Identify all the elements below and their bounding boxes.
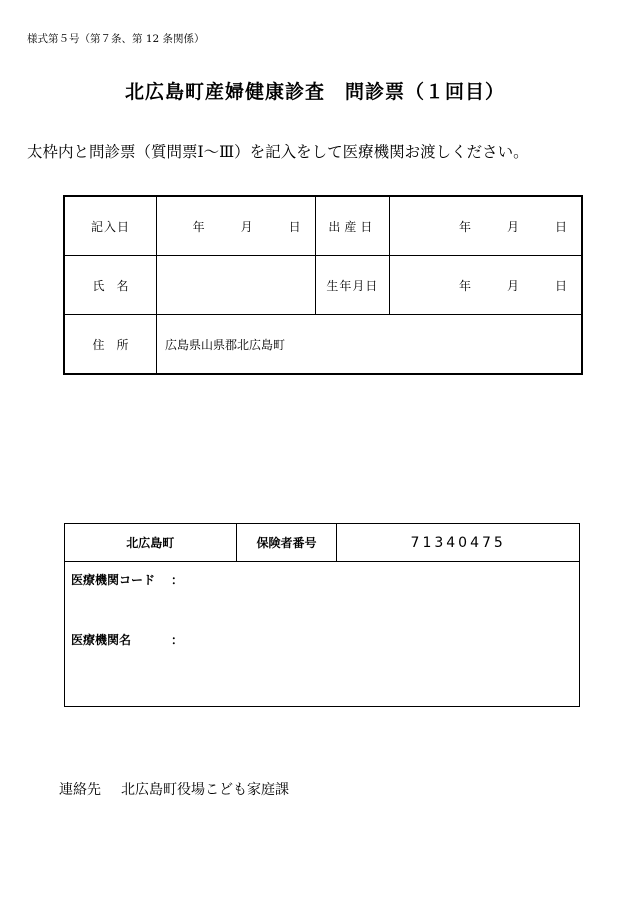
insurer-number-label: 保険者番号 bbox=[236, 524, 337, 562]
entry-date-field[interactable] bbox=[156, 196, 315, 256]
address-label: 住所 bbox=[64, 315, 156, 375]
day-label: 日 bbox=[288, 219, 301, 234]
form-number: 様式第５号（第７条、第 12 条関係） bbox=[27, 33, 205, 45]
dob-field[interactable] bbox=[390, 256, 582, 315]
institution-code-line bbox=[71, 571, 184, 588]
colon: ： bbox=[171, 633, 184, 647]
contact-info bbox=[59, 779, 289, 799]
colon: ： bbox=[171, 573, 184, 587]
address-row bbox=[64, 315, 582, 375]
month-label: 月 bbox=[506, 278, 519, 293]
town-name: 北広島町 bbox=[65, 524, 237, 562]
name-field[interactable] bbox=[156, 256, 315, 315]
name-row bbox=[64, 256, 582, 315]
institution-name-label: 医療機関名 bbox=[71, 633, 132, 647]
name-label: 氏名 bbox=[64, 256, 156, 315]
institution-entry-area[interactable] bbox=[65, 562, 580, 707]
year-label: 年 bbox=[192, 219, 205, 234]
birth-date-label: 出産日 bbox=[315, 196, 389, 256]
address-field[interactable]: 広島県山県郡北広島町 bbox=[156, 315, 582, 375]
birth-date-field[interactable] bbox=[390, 196, 582, 256]
patient-info-table bbox=[63, 195, 583, 375]
insurer-number-value: 71340475 bbox=[337, 524, 580, 562]
year-label: 年 bbox=[458, 219, 471, 234]
medical-institution-table bbox=[64, 523, 580, 707]
dob-label: 生年月日 bbox=[315, 256, 389, 315]
institution-code-label: 医療機関コード bbox=[71, 573, 156, 587]
page-title: 北広島町産婦健康診査 問診票（１回目） bbox=[124, 81, 505, 103]
entry-date-row bbox=[64, 196, 582, 256]
institution-name-line bbox=[71, 631, 184, 648]
entry-date-label: 記入日 bbox=[64, 196, 156, 256]
insurer-row bbox=[65, 524, 580, 562]
day-label: 日 bbox=[554, 278, 567, 293]
day-label: 日 bbox=[554, 219, 567, 234]
instruction-text: 太枠内と問診票（質問票Ⅰ～Ⅲ）を記入をして医療機関お渡しください。 bbox=[27, 143, 529, 161]
month-label: 月 bbox=[240, 219, 253, 234]
contact-value: 北広島町役場こども家庭課 bbox=[121, 782, 289, 798]
year-label: 年 bbox=[458, 278, 471, 293]
contact-label: 連絡先 bbox=[59, 782, 101, 798]
month-label: 月 bbox=[506, 219, 519, 234]
